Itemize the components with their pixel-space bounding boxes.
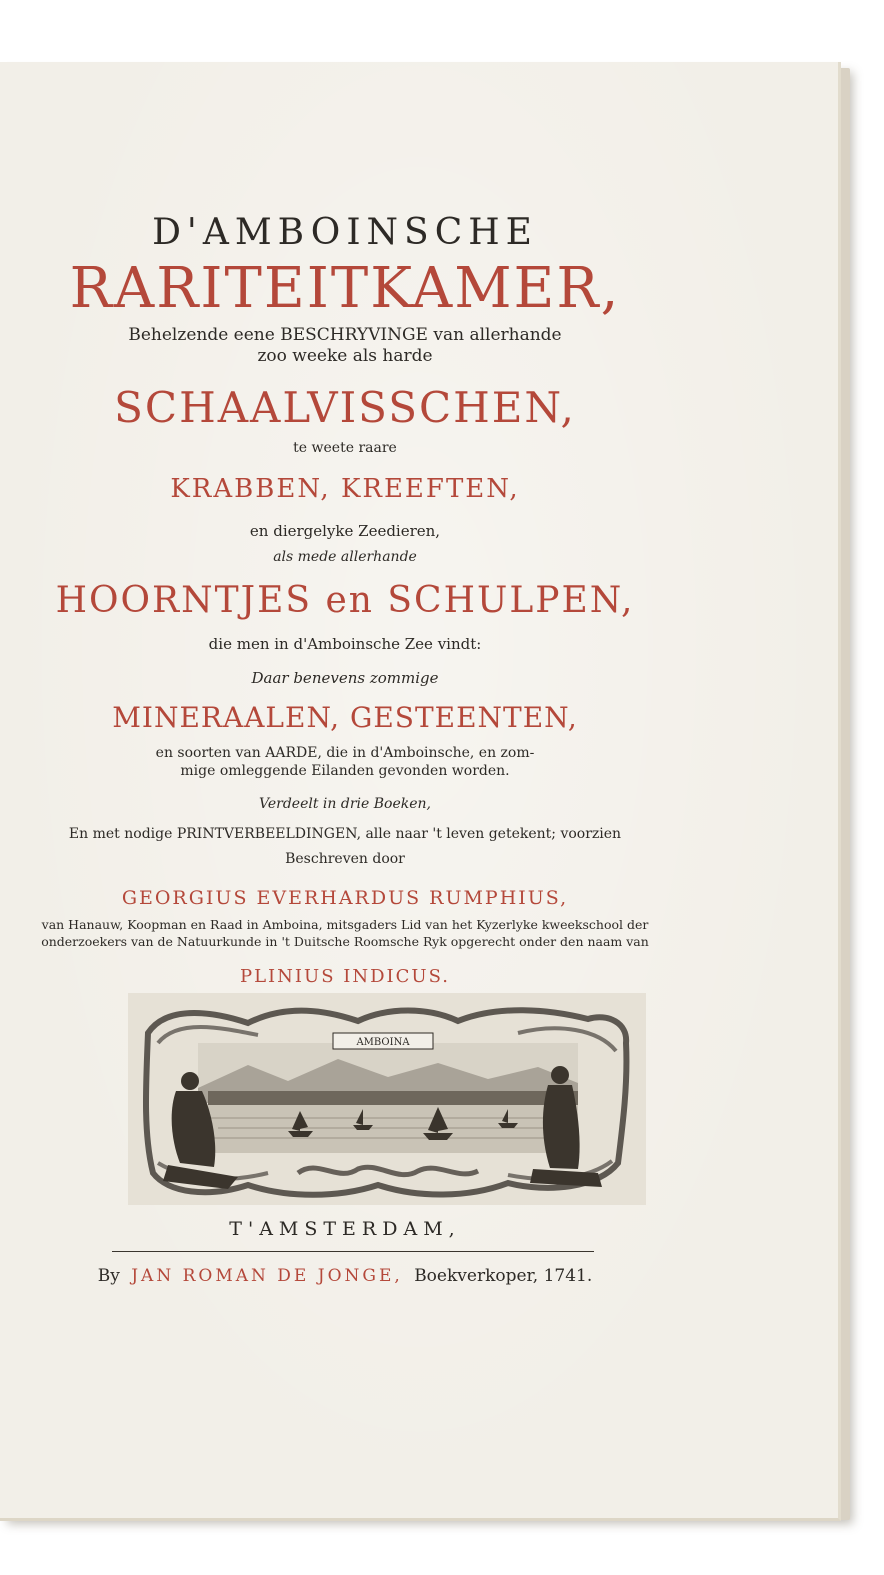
text-beschreven-door: Beschreven door bbox=[285, 851, 405, 867]
subtitle-line-2: zoo weeke als harde bbox=[257, 346, 433, 366]
imprint-by: By bbox=[97, 1266, 120, 1286]
title-line-1: D'AMBOINSCHE bbox=[152, 212, 538, 253]
text-als-mede: als mede allerhande bbox=[273, 549, 417, 565]
author-name: GEORGIUS EVERHARDUS RUMPHIUS, bbox=[121, 887, 569, 909]
heading-schaalvisschen: SCHAALVISSCHEN, bbox=[114, 383, 576, 432]
title-main: RARITEITKAMER, bbox=[69, 256, 621, 321]
text-verdeelt: Verdeelt in drie Boeken, bbox=[259, 796, 431, 812]
author-description-2: onderzoekers van de Natuurkunde in 't Duitsche Roomsche Ryk opgerecht onder den naam van bbox=[41, 934, 649, 949]
place-of-publication: T'AMSTERDAM, bbox=[229, 1218, 461, 1240]
imprint-rule bbox=[112, 1251, 594, 1252]
imprint-rest: Boekverkoper, 1741. bbox=[414, 1266, 593, 1286]
subtitle-line-1: Behelzende eene BESCHRYVINGE van allerhande bbox=[128, 325, 562, 345]
text-amboinsche-zee: die men in d'Amboinsche Zee vindt: bbox=[208, 635, 482, 653]
text-printverbeeldingen: En met nodige PRINTVERBEELDINGEN, alle naar 't leven getekent; voorzien bbox=[68, 826, 622, 842]
heading-mineraalen: MINERAALEN, GESTEENTEN, bbox=[112, 701, 578, 734]
heading-krabben: KRABBEN, KREEFTEN, bbox=[170, 474, 520, 504]
text-aarde-2: mige omleggende Eilanden gevonden worden. bbox=[180, 763, 510, 779]
text-aarde-1: en soorten van AARDE, die in d'Amboinsche, en zom- bbox=[155, 745, 535, 761]
amboina-vignette-engraving bbox=[128, 993, 646, 1205]
text-te-weete: te weete raare bbox=[293, 440, 397, 456]
author-description-1: van Hanauw, Koopman en Raad in Amboina, mitsgaders Lid van het Kyzerlyke kweekschool der bbox=[41, 917, 649, 932]
vignette-label: AMBOINA bbox=[356, 1037, 410, 1048]
author-alias: PLINIUS INDICUS. bbox=[239, 966, 450, 987]
heading-hoorntjes: HOORNTJES en SCHULPEN, bbox=[55, 580, 635, 621]
imprint-line bbox=[0, 1266, 690, 1286]
text-daar-benevens: Daar benevens zommige bbox=[251, 669, 439, 687]
text-zeedieren: en diergelyke Zeedieren, bbox=[249, 522, 441, 540]
imprint-publisher: JAN ROMAN DE JONGE, bbox=[131, 1266, 403, 1286]
